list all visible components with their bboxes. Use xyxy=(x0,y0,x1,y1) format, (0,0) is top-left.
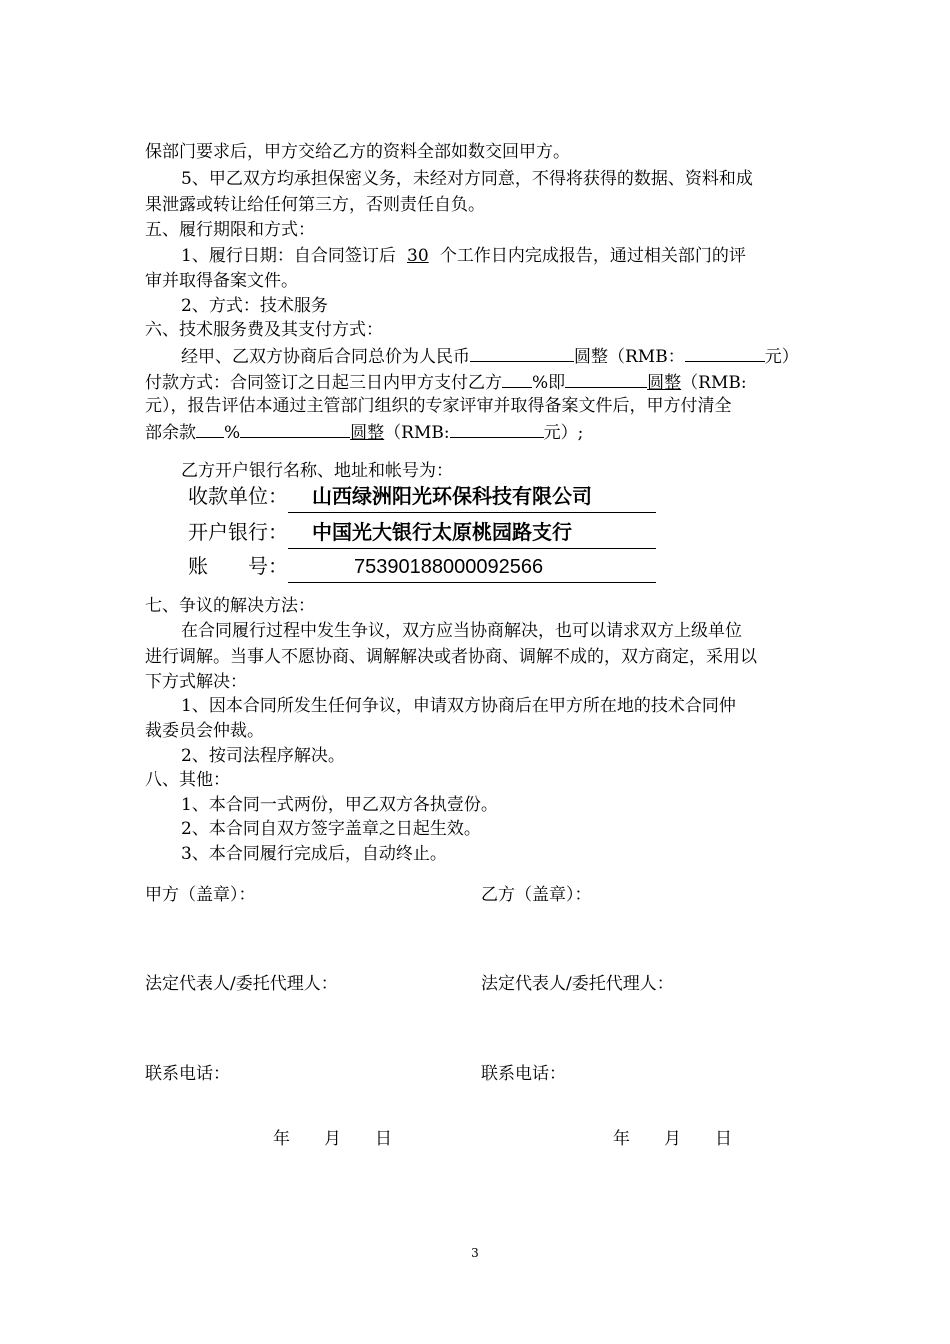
text-line: 付款方式：合同签订之日起三日内甲方支付乙方 %即 圆整（RMB: xyxy=(145,369,747,395)
text-line: 审并取得备案文件。 xyxy=(145,271,298,291)
text-line: 裁委员会仲裁。 xyxy=(145,721,264,741)
page-number: 3 xyxy=(471,1246,479,1260)
blank-percent xyxy=(196,419,224,438)
blank-total-price xyxy=(470,343,574,362)
text-line: 1、履行日期：自合同签订后 30 个工作日内完成报告，通过相关部门的评 xyxy=(181,246,746,266)
days-value: 30 xyxy=(407,246,429,266)
bank-account-row xyxy=(188,552,656,583)
bank-label: 开户银行： xyxy=(188,522,288,544)
text-line: 2、本合同自双方签字盖章之日起生效。 xyxy=(181,819,481,839)
text-line: 保部门要求后，甲方交给乙方的资料全部如数交回甲方。 xyxy=(145,142,570,162)
text-line: 1、因本合同所发生任何争议，申请双方协商后在甲方所在地的技术合同仲 xyxy=(181,696,736,716)
party-b-seal-label: 乙方（盖章）： xyxy=(481,885,592,905)
account-label: 账 号： xyxy=(188,556,288,578)
section-heading-eight: 八、其他： xyxy=(145,770,230,790)
text-line: 3、本合同履行完成后，自动终止。 xyxy=(181,844,447,864)
bank-payee-row xyxy=(188,482,656,513)
text-line: 进行调解。当事人不愿协商、调解解决或者协商、调解不成的，双方商定，采用以 xyxy=(145,647,757,667)
blank-rmb xyxy=(685,343,765,362)
blank-rmb xyxy=(450,419,544,438)
party-a-phone-label: 联系电话： xyxy=(145,1064,230,1084)
payee-label: 收款单位： xyxy=(188,486,288,508)
party-b-representative-label: 法定代表人/委托代理人： xyxy=(481,974,674,994)
text-line: 1、本合同一式两份，甲乙双方各执壹份。 xyxy=(181,795,498,815)
section-heading-five: 五、履行期限和方式： xyxy=(145,220,315,240)
text-line: 2、按司法程序解决。 xyxy=(181,746,345,766)
account-value: 75390188000092566 xyxy=(354,556,544,578)
text-line: 部余款 % 圆整（RMB: 元）; xyxy=(145,419,583,445)
party-a-representative-label: 法定代表人/委托代理人： xyxy=(145,974,338,994)
text-line: 5、甲乙双方均承担保密义务，未经对方同意，不得将获得的数据、资料和成 xyxy=(181,169,753,189)
blank-amount xyxy=(565,369,647,388)
text-line: 经甲、乙双方协商后合同总价为人民币 圆整（RMB： 元） xyxy=(181,343,799,369)
text-line: 下方式解决： xyxy=(145,672,247,692)
blank-amount xyxy=(240,419,350,438)
party-a-seal-label: 甲方（盖章）： xyxy=(145,885,256,905)
text-line: 在合同履行过程中发生争议，双方应当协商解决，也可以请求双方上级单位 xyxy=(181,621,742,641)
text-line: 2、方式：技术服务 xyxy=(181,296,328,316)
text-line: 乙方开户银行名称、地址和帐号为： xyxy=(181,461,453,481)
party-b-date: 年 月 日 xyxy=(613,1129,732,1149)
blank-percent xyxy=(502,369,532,388)
party-b-phone-label: 联系电话： xyxy=(481,1064,566,1084)
payee-value: 山西绿洲阳光环保科技有限公司 xyxy=(312,486,592,508)
bank-name-row xyxy=(188,518,656,549)
section-heading-seven: 七、争议的解决方法： xyxy=(145,596,315,616)
party-a-date: 年 月 日 xyxy=(273,1129,392,1149)
text-line: 果泄露或转让给任何第三方，否则责任自负。 xyxy=(145,195,485,215)
section-heading-six: 六、技术服务费及其支付方式： xyxy=(145,320,383,340)
text-line: 元），报告评估本通过主管部门组织的专家评审并取得备案文件后，甲方付清全 xyxy=(145,396,732,416)
bank-value: 中国光大银行太原桃园路支行 xyxy=(312,522,572,544)
